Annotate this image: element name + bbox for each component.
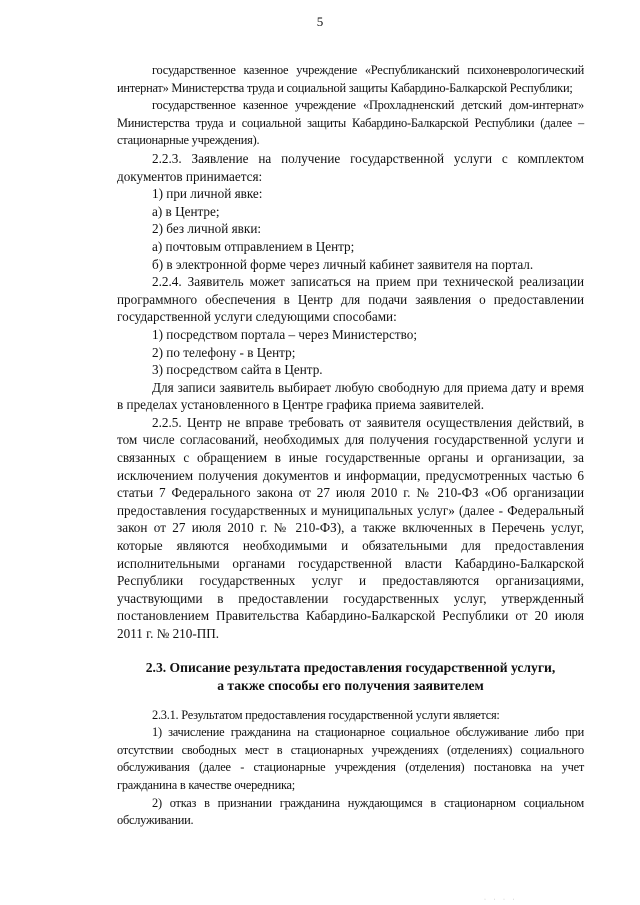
section-heading-line-1: 2.3. Описание результата предоставления государственной услуги, bbox=[145, 659, 556, 675]
list-item: 1) при личной явке: bbox=[152, 186, 263, 202]
page-number: 5 bbox=[316, 14, 324, 29]
paragraph-2-2-3: 2.2.3. Заявление на получение государственной услуги с комплектом документов принимается: bbox=[117, 150, 584, 184]
paragraph-institution-1: государственное казенное учреждение «Республиканский психоневрологический интернат» Министерства труда и социальной защиты Кабардино-Балкарской Республики; bbox=[117, 63, 584, 95]
paragraph-institution-2: государственное казенное учреждение «Прохладненский детский дом-интернат» Министерства труда и социальной защиты Кабардино-Балкарской Республики (далее – стационарные учреждения). bbox=[117, 98, 584, 148]
list-item: а) в Центре; bbox=[152, 203, 220, 219]
paragraph-2-2-5: 2.2.5. Центр не вправе требовать от заявителя осуществления действий, в том числе согласований, необходимых для получения государственной услуги и связанных с обращением в иные государственные органы и организации, за исключением получения документов и информации, предусмотренных частью 6 статьи 7 Федерального закона от 27 июля 2010 г. № 210-ФЗ «Об организации предоставления государственных и муниципальных услуг» (далее - Федеральный закон от 27 июля 2010 г. № 210-ФЗ), а также включенных в Перечень услуг, которые являются необходимыми и обязательными для предоставления исполнительными органами государственной власти Кабардино-Балкарской Республики государственных услуг и предоставляются организациями, участвующими в предоставлении государственных услуг, утвержденный постановлением Правительства Кабардино-Балкарской Республики от 20 июля 2011 г. № 210-ПП. bbox=[117, 414, 584, 641]
paragraph-appointment: Для записи заявитель выбирает любую свободную для приема дату и время в пределах установленного в Центре графика приема заявителей. bbox=[117, 379, 584, 413]
list-item: 3) посредством сайта в Центр. bbox=[152, 362, 323, 378]
section-heading-line-2: а также способы его получения заявителем bbox=[217, 677, 484, 693]
list-item: б) в электронной форме через личный кабинет заявителя на портал. bbox=[152, 256, 534, 272]
list-item: 2) отказ в признании гражданина нуждающимся в стационарном социальном обслуживании. bbox=[117, 795, 584, 828]
paragraph-2-2-4: 2.2.4. Заявитель может записаться на прием при технической реализации программного обеспечения в Центр для подачи заявления о предоставлении государственной услуги следующими способами: bbox=[117, 274, 584, 325]
list-item: а) почтовым отправлением в Центр; bbox=[152, 238, 355, 254]
paragraph-2-3-1: 2.3.1. Результатом предоставления государственной услуги является: bbox=[152, 707, 500, 722]
list-item: 1) зачисление гражданина на стационарное социальное обслуживание либо при отсутствии свободных мест в стационарных учреждениях (отделениях) социального обслуживания (далее - стационарные учреждения (отделения) постановка на учет гражданина в качестве очередника; bbox=[117, 725, 584, 792]
list-item: 2) по телефону - в Центр; bbox=[152, 344, 296, 360]
list-item: 1) посредством портала – через Министерство; bbox=[152, 326, 417, 342]
scan-artifact-dots: · · · · bbox=[484, 897, 518, 903]
list-item: 2) без личной явки: bbox=[152, 221, 262, 237]
document-body bbox=[117, 62, 584, 830]
